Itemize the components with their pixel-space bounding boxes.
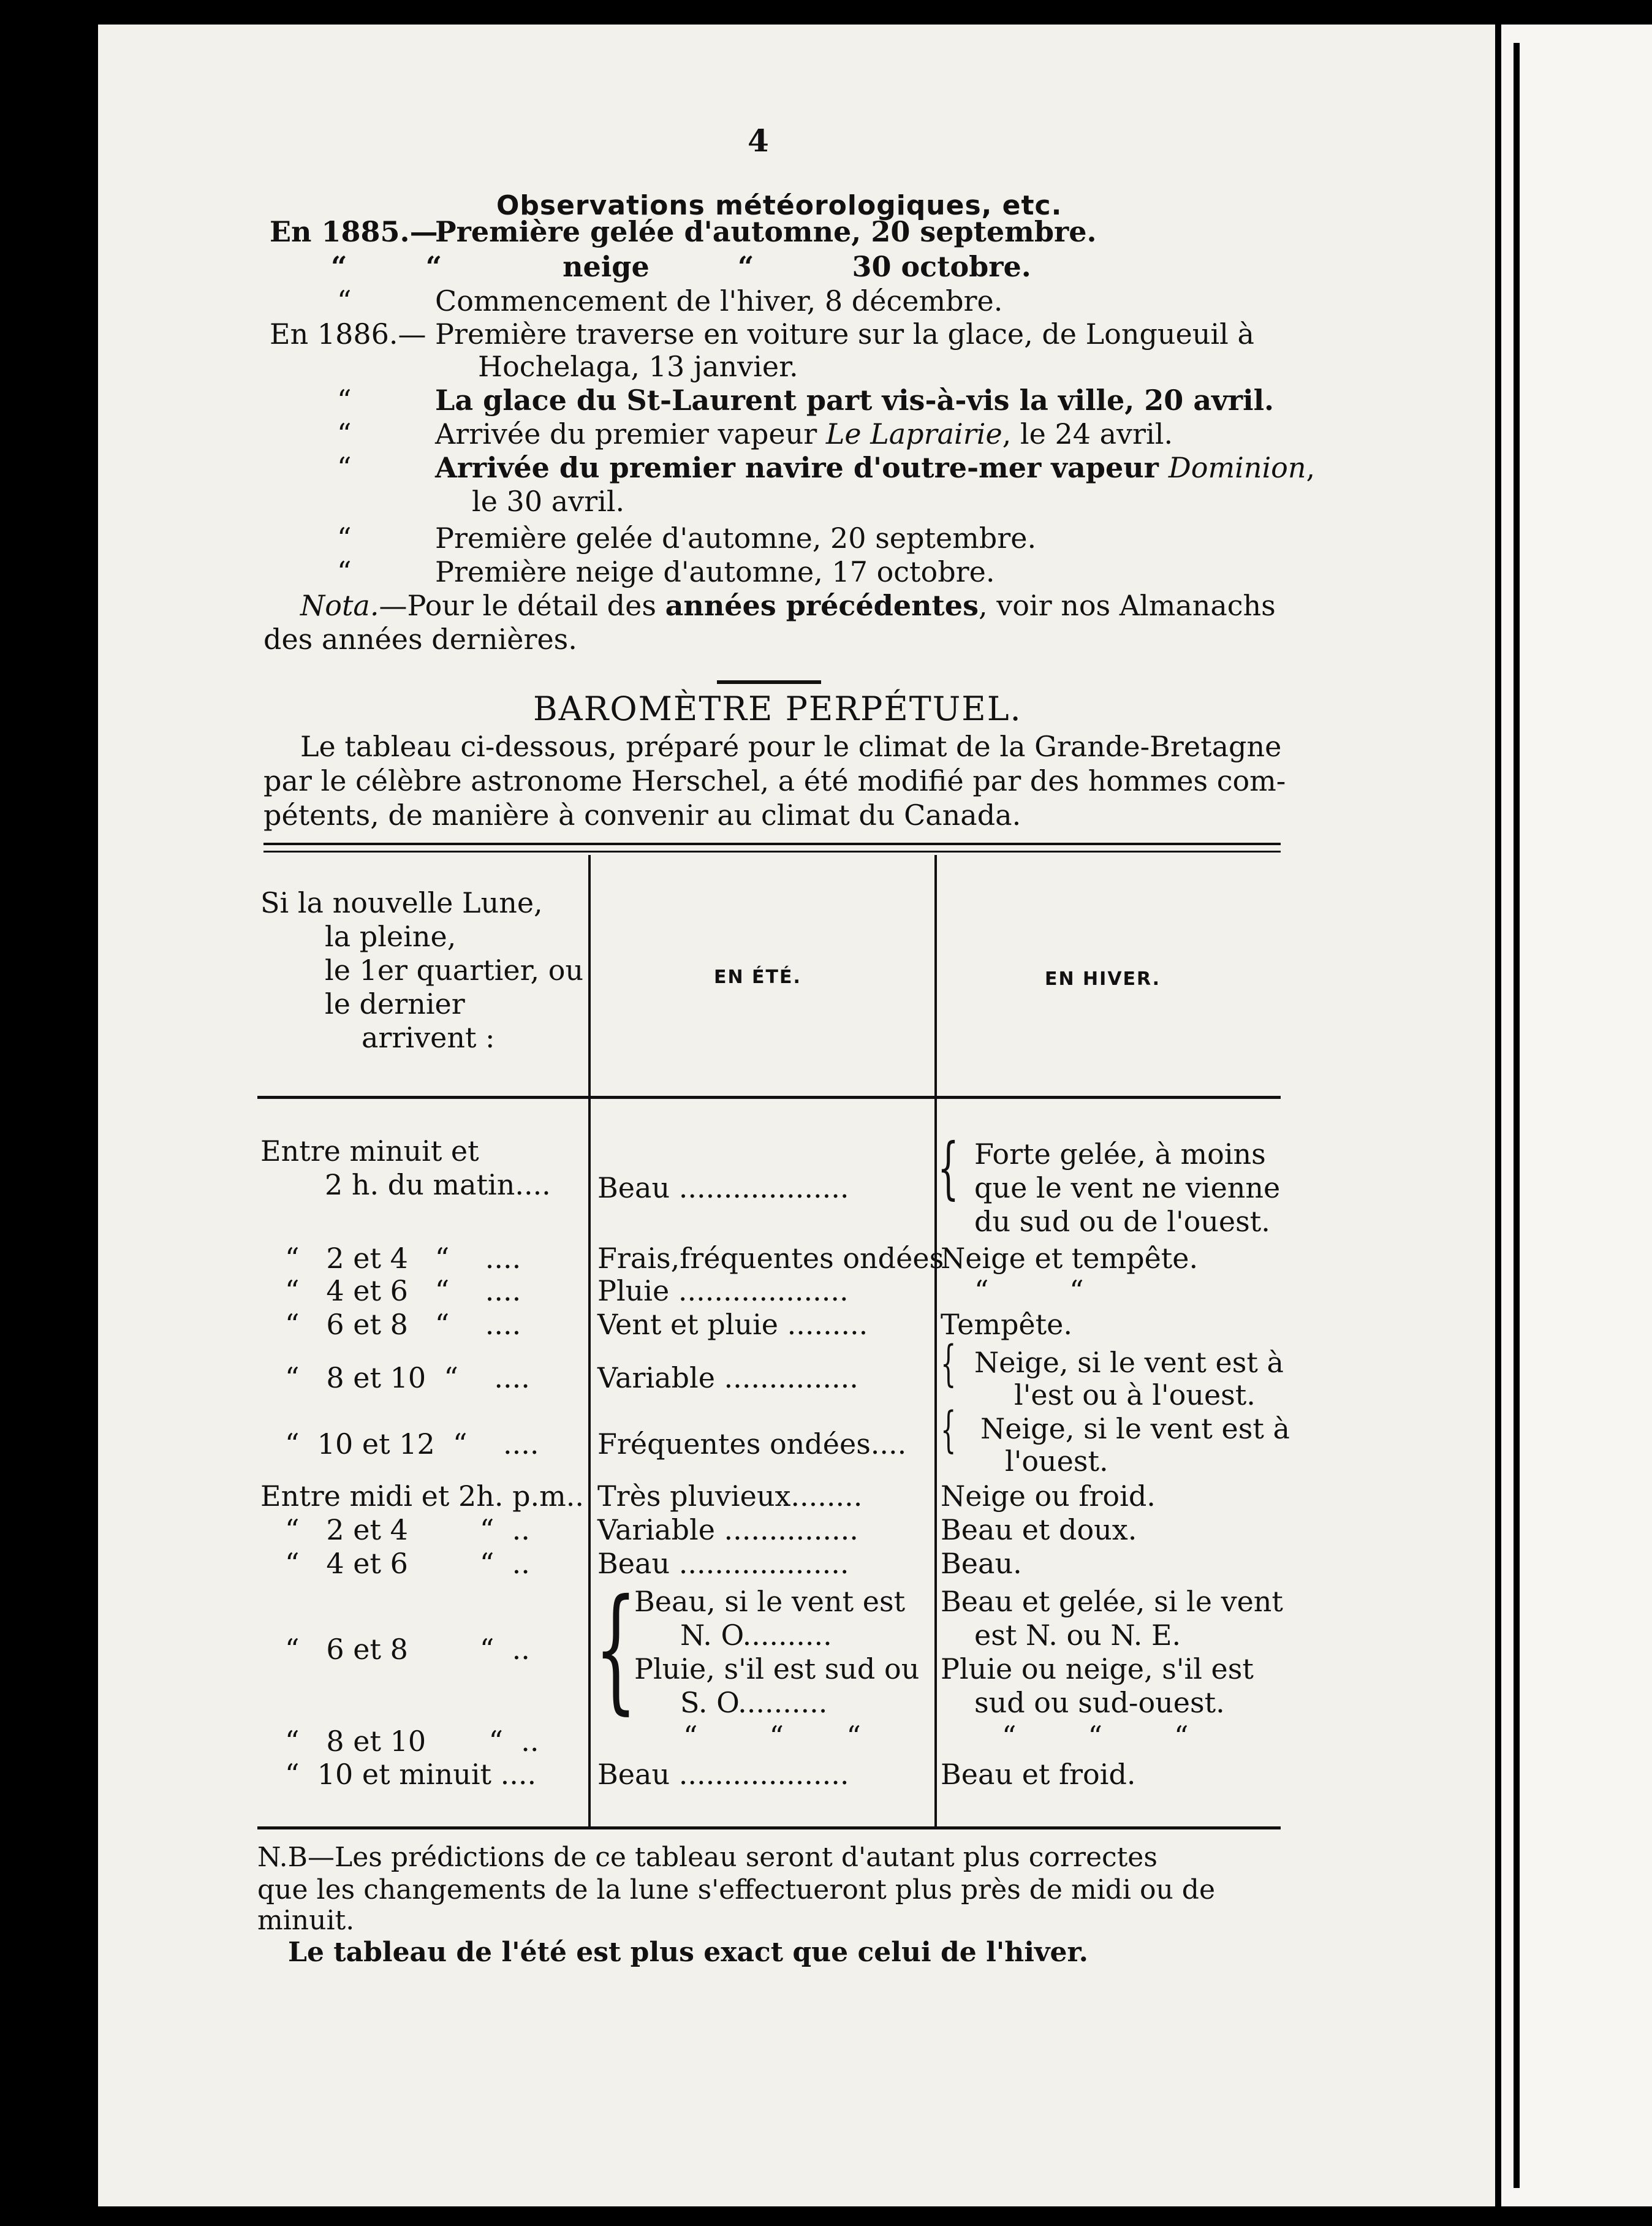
row1-c1-line1: Entre minuit et [260, 1134, 479, 1168]
table-top-rule-2 [263, 851, 1281, 853]
row1-brace: { [938, 1128, 959, 1207]
obs-text-4: Première traverse en voiture sur la glace, de Longueuil à [435, 317, 1254, 351]
header-col1-line4: le dernier [325, 987, 465, 1020]
header-col1-line2: la pleine, [325, 920, 457, 953]
obs-text-6: La glace du St-Laurent part vis-à-vis la ville, 20 avril. [435, 384, 1275, 417]
obs-text-2: neige “ 30 octobre. [484, 250, 1031, 283]
row4-hiver: Tempête. [941, 1308, 1072, 1341]
nota-line-2: des années dernières. [263, 623, 577, 656]
row3-ete: Pluie ................... [597, 1274, 849, 1307]
row5-hiver-line2: l'est ou à l'ouest. [1014, 1378, 1256, 1411]
row8-hiver: Beau et doux. [941, 1513, 1137, 1546]
obs-label-8: “ [337, 451, 352, 484]
table-bottom-rule [257, 1826, 1281, 1829]
header-hiver: EN HIVER. [1045, 968, 1161, 990]
row10-hiver-line2: est N. ou N. E. [974, 1619, 1181, 1652]
nb-line-2: que les changements de la lune s'effectueront plus près de midi ou de [257, 1874, 1215, 1905]
row7-ete: Très pluvieux........ [597, 1480, 863, 1513]
row2-c1: “ 2 et 4 “ .... [285, 1242, 521, 1275]
row1-hiver-line3: du sud ou de l'ouest. [974, 1205, 1270, 1238]
final-note: Le tableau de l'été est plus exact que celui de l'hiver. [288, 1937, 1088, 1968]
row1-hiver-line1: Forte gelée, à moins [974, 1138, 1266, 1171]
table-col-divider-2 [934, 855, 937, 1826]
obs-text-11: Première neige d'automne, 17 octobre. [435, 555, 995, 588]
row6-hiver-line1: Neige, si le vent est à [980, 1412, 1290, 1445]
obs-text-10: Première gelée d'automne, 20 septembre. [435, 522, 1037, 555]
row11-c1: “ 8 et 10 “ .. [285, 1725, 539, 1758]
row11-hiver: “ “ “ [1002, 1720, 1189, 1753]
row2-ete: Frais,fréquentes ondées [597, 1242, 944, 1275]
adjacent-page-strip [1501, 25, 1652, 2206]
obs-text-8: Arrivée du premier navire d'outre-mer vapeur Dominion, [435, 451, 1316, 484]
header-col1-line5: arrivent : [362, 1021, 495, 1054]
obs-label-6: “ [337, 384, 352, 417]
row10-ete-line3: Pluie, s'il est sud ou [634, 1652, 920, 1685]
row6-ete: Fréquentes ondées.... [597, 1427, 907, 1461]
obs-label-4: En 1886.— [270, 317, 426, 351]
row10-brace: { [594, 1570, 637, 1727]
row5-hiver-line1: Neige, si le vent est à [974, 1346, 1284, 1379]
row7-c1: Entre midi et 2h. p.m.. [260, 1480, 585, 1513]
row10-c1: “ 6 et 8 “ .. [285, 1633, 530, 1666]
obs-text-3: Commencement de l'hiver, 8 décembre. [435, 284, 1003, 317]
obs-text-1: Première gelée d'automne, 20 septembre. [435, 215, 1097, 248]
table-top-rule-1 [263, 843, 1281, 845]
row10-ete-line4: S. O.......... [680, 1686, 828, 1719]
row8-ete: Variable ............... [597, 1513, 858, 1546]
row9-ete: Beau ................... [597, 1547, 849, 1580]
row6-hiver-line2: l'ouest. [1005, 1445, 1108, 1478]
row10-ete-line2: N. O.......... [680, 1619, 832, 1652]
obs-label-7: “ [337, 417, 352, 450]
barometre-intro: Le tableau ci-dessous, préparé pour le climat de la Grande-Bretagne par le célèbre astronome Herschel, a été modifié par des hommes com- pétents, de manière à convenir au climat du Canada. [263, 730, 1286, 832]
row5-brace: { [941, 1335, 957, 1392]
row5-ete: Variable ............... [597, 1361, 858, 1394]
row5-c1: “ 8 et 10 “ .... [285, 1361, 530, 1394]
row10-hiver-line3: Pluie ou neige, s'il est [941, 1652, 1254, 1685]
row1-c1-line2: 2 h. du matin.... [325, 1168, 551, 1201]
obs-label-1: En 1885.— [270, 215, 438, 248]
nb-line-3: minuit. [257, 1905, 355, 1936]
table-header-rule [257, 1096, 1281, 1099]
section-divider [717, 680, 821, 684]
obs-text-9: le 30 avril. [472, 485, 625, 518]
row4-c1: “ 6 et 8 “ .... [285, 1308, 521, 1341]
row10-ete-line1: Beau, si le vent est [634, 1585, 906, 1618]
section-title: Observations météorologiques, etc. [496, 190, 1063, 221]
row12-hiver: Beau et froid. [941, 1758, 1136, 1791]
page-number: 4 [748, 123, 769, 159]
row10-hiver-line4: sud ou sud-ouest. [974, 1686, 1225, 1719]
row3-c1: “ 4 et 6 “ .... [285, 1274, 521, 1307]
row3-hiver: “ “ [974, 1274, 1084, 1307]
header-col1-line3: le 1er quartier, ou [325, 954, 584, 987]
row6-brace: { [941, 1401, 957, 1458]
row10-hiver-line1: Beau et gelée, si le vent [941, 1585, 1283, 1618]
row8-c1: “ 2 et 4 “ .. [285, 1513, 530, 1546]
row9-hiver: Beau. [941, 1547, 1022, 1580]
table-col-divider-1 [588, 855, 591, 1826]
nota-line-1: Nota.—Pour le détail des années précédentes, voir nos Almanachs [300, 589, 1276, 622]
row12-ete: Beau ................... [597, 1758, 849, 1791]
row1-hiver-line2: que le vent ne vienne [974, 1171, 1281, 1204]
header-col1-line1: Si la nouvelle Lune, [260, 886, 543, 919]
row2-hiver: Neige et tempête. [941, 1242, 1199, 1275]
obs-label-3: “ [337, 284, 352, 317]
obs-label-11: “ [337, 555, 352, 588]
obs-label-2: “ “ [331, 250, 442, 283]
obs-text-7: Arrivée du premier vapeur Le Laprairie, le 24 avril. [435, 417, 1173, 450]
obs-text-5: Hochelaga, 13 janvier. [478, 350, 798, 383]
row12-c1: “ 10 et minuit .... [285, 1758, 537, 1791]
header-ete: EN ÉTÉ. [714, 967, 801, 988]
obs-label-10: “ [337, 522, 352, 555]
nb-line-1: N.B—Les prédictions de ce tableau seront d'autant plus correctes [257, 1842, 1158, 1873]
row7-hiver: Neige ou froid. [941, 1480, 1156, 1513]
row1-ete: Beau ................... [597, 1171, 849, 1204]
row4-ete: Vent et pluie ......... [597, 1308, 868, 1341]
row11-ete: “ “ “ [683, 1720, 861, 1753]
barometre-title: BAROMÈTRE PERPÉTUEL. [533, 689, 1022, 728]
row6-c1: “ 10 et 12 “ .... [285, 1427, 539, 1461]
row9-c1: “ 4 et 6 “ .. [285, 1547, 530, 1580]
